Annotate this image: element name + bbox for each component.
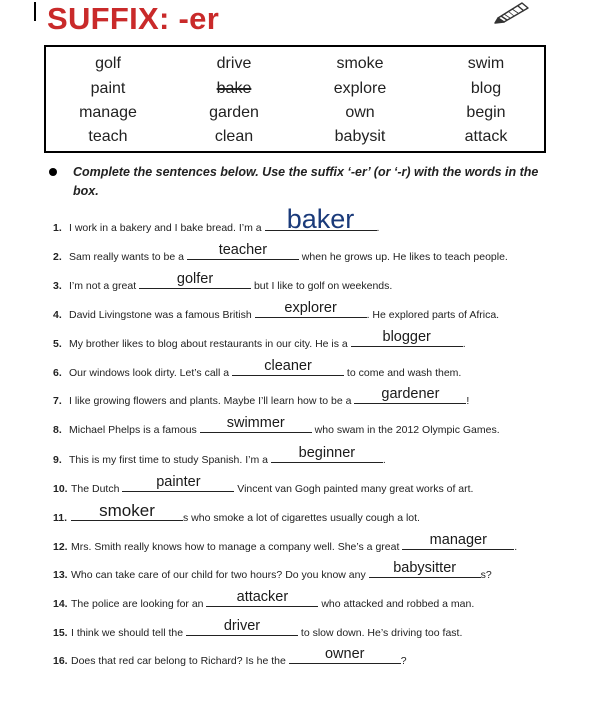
page-title: SUFFIX: -er xyxy=(47,1,220,36)
instructions: Complete the sentences below. Use the suffix ‘-er’ (or ‘-r) with the words in the box. xyxy=(73,165,539,198)
sentence-16: 16. Does that red car belong to Richard? Is he the owner ? xyxy=(53,646,407,667)
word-manage: manage xyxy=(79,104,137,121)
word-swim: swim xyxy=(467,55,505,72)
answer-blank-3[interactable] xyxy=(139,271,251,289)
answer-blank-11[interactable] xyxy=(71,501,183,521)
sentence-5: 5. My brother likes to blog about restaurants in our city. He is a blogger . xyxy=(53,329,466,350)
answer-12: manager xyxy=(429,532,487,548)
word-babysit: babysit xyxy=(334,128,386,145)
sentence-1: 1. I work in a bakery and I bake bread. I’m a baker . xyxy=(53,204,380,234)
bullet-icon xyxy=(49,168,57,176)
answer-5: blogger xyxy=(382,329,431,345)
word-smoke: smoke xyxy=(336,55,384,72)
sentence-15: 15. I think we should tell the driver to slow down. He’s driving too fast. xyxy=(53,618,463,639)
word-attack: attack xyxy=(464,128,508,145)
answer-blank-2[interactable] xyxy=(187,242,299,260)
sentence-2: 2. Sam really wants to be a teacher when he grows up. He likes to teach people. xyxy=(53,242,508,263)
answer-blank-13[interactable] xyxy=(369,560,481,578)
answer-9: beginner xyxy=(298,445,356,461)
answer-14: attacker xyxy=(236,589,289,605)
answer-blank-7[interactable] xyxy=(354,386,466,404)
word-explore: explore xyxy=(333,80,387,97)
word-own: own xyxy=(345,104,375,121)
answer-blank-9[interactable] xyxy=(271,445,383,463)
word-drive: drive xyxy=(216,55,252,72)
word-teach: teach xyxy=(88,128,128,145)
sentence-7: 7. I like growing flowers and plants. Maybe I’ll learn how to be a gardener ! xyxy=(53,386,470,407)
answer-blank-12[interactable] xyxy=(402,532,514,550)
sentence-11: 11. smoker s who smoke a lot of cigarettes usually cough a lot. xyxy=(53,501,420,524)
word-golf: golf xyxy=(95,55,121,72)
word-bake-crossed-out: bake xyxy=(216,80,252,97)
sentence-3: 3. I’m not a great golfer but I like to golf on weekends. xyxy=(53,271,393,292)
word-blog: blog xyxy=(470,80,502,97)
answer-10: painter xyxy=(156,474,201,490)
answer-13: babysitter xyxy=(393,560,457,576)
answer-blank-6[interactable] xyxy=(232,358,344,376)
answer-2: teacher xyxy=(218,242,268,258)
word-box xyxy=(44,45,546,153)
answer-1: baker xyxy=(286,204,355,234)
answer-11: smoker xyxy=(99,501,155,520)
answer-8: swimmer xyxy=(226,415,285,431)
pencil-icon xyxy=(492,0,534,29)
sentence-4: 4. David Livingstone was a famous British explorer . He explored parts of Africa. xyxy=(53,300,500,321)
sentence-12: 12. Mrs. Smith really knows how to manage a company well. She’s a great manager . xyxy=(53,532,518,553)
sentence-13: 13. Who can take care of our child for two hours? Do you know any babysitter s? xyxy=(53,560,492,581)
answer-blank-4[interactable] xyxy=(255,300,367,318)
sentence-9: 9. This is my first time to study Spanish. I’m a beginner . xyxy=(53,445,386,466)
word-begin: begin xyxy=(466,104,506,121)
answer-blank-14[interactable] xyxy=(206,589,318,607)
text-cursor xyxy=(34,2,36,21)
word-garden: garden xyxy=(209,104,259,121)
answer-7: gardener xyxy=(381,386,440,402)
answer-blank-8[interactable] xyxy=(200,415,312,433)
word-paint: paint xyxy=(90,80,126,97)
answer-blank-15[interactable] xyxy=(186,618,298,636)
answer-blank-1[interactable] xyxy=(265,204,377,234)
answer-blank-10[interactable] xyxy=(122,474,234,492)
word-clean: clean xyxy=(214,128,254,145)
sentence-14: 14. The police are looking for an attacker who attacked and robbed a man. xyxy=(53,589,475,610)
answer-16: owner xyxy=(324,646,365,662)
sentence-8: 8. Michael Phelps is a famous swimmer who swam in the 2012 Olympic Games. xyxy=(53,415,500,436)
sentence-6: 6. Our windows look dirty. Let’s call a cleaner to come and wash them. xyxy=(53,358,462,379)
sentence-10: 10. The Dutch painter Vincent van Gogh painted many great works of art. xyxy=(53,474,474,495)
answer-4: explorer xyxy=(284,300,337,316)
answer-blank-5[interactable] xyxy=(351,329,463,347)
answer-blank-16[interactable] xyxy=(289,646,401,664)
answer-15: driver xyxy=(223,618,261,634)
answer-6: cleaner xyxy=(264,358,312,374)
answer-3: golfer xyxy=(176,271,214,287)
